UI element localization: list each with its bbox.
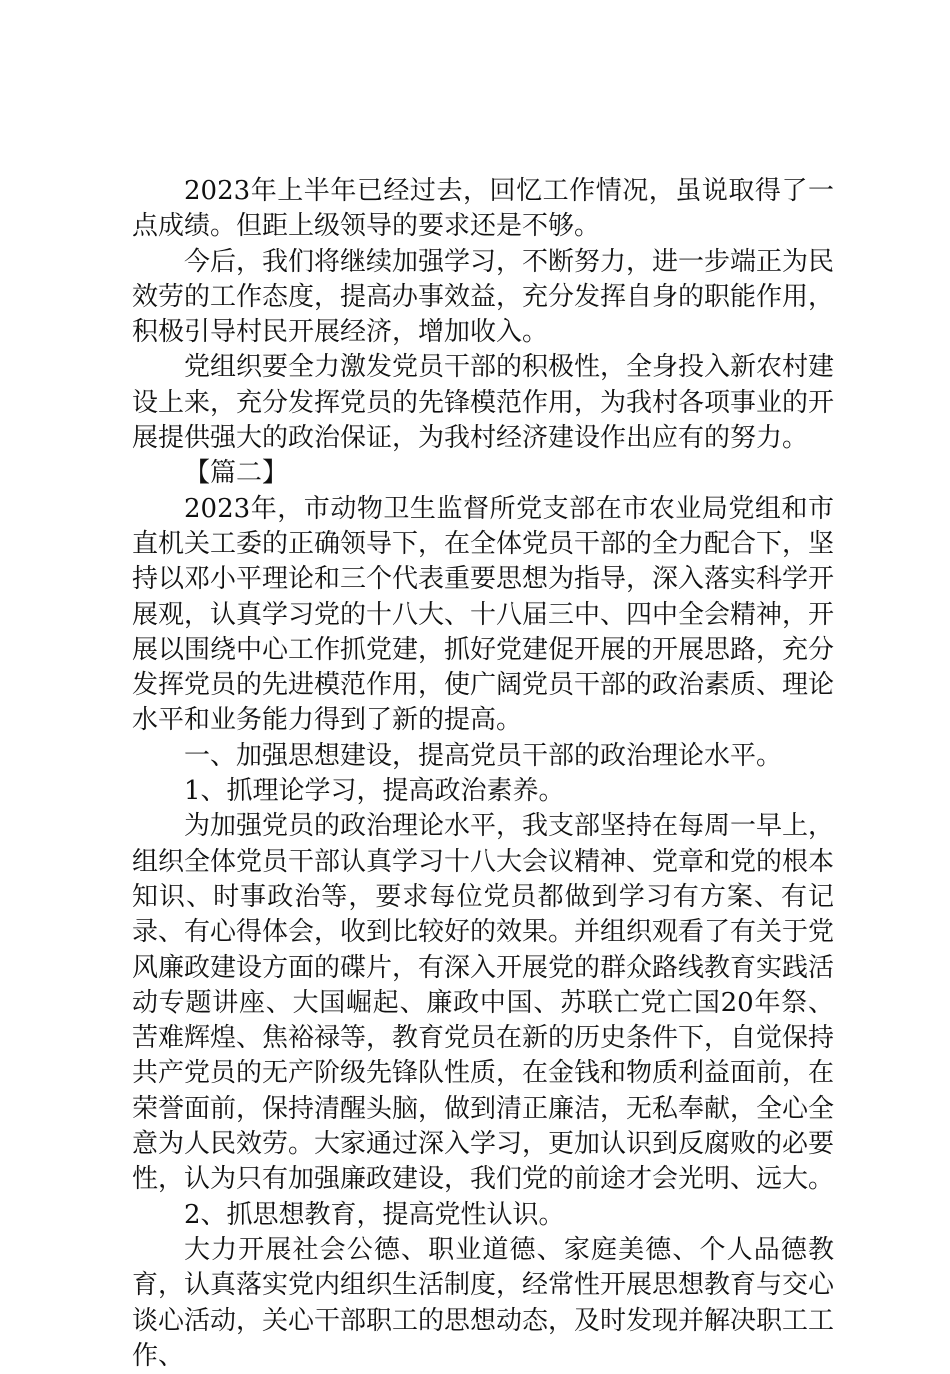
subheading-ideological-education: 2、抓思想教育，提高党性认识。	[184, 1199, 565, 1230]
heading-ideological-construction: 一、加强思想建设，提高党员干部的政治理论水平。	[184, 740, 783, 771]
paragraph-party-organization: 党组织要全力激发党员干部的积极性，全身投入新农村建设上来，充分发挥党员的先锋模范作用，为我村各项事业的开展提供强大的政治保证，为我村经济建设作出应有的努力。	[132, 352, 835, 454]
paragraph-overview-2023: 2023年，市动物卫生监督所党支部在市农业局党组和市直机关工委的正确领导下，在全体党员干部的全力配合下，坚持以邓小平理论和三个代表重要思想为指导，深入落实科学开展观，认真学习党的十八大、十八届三中、四中全会精神，开展以围绕中心工作抓党建，抓好党建促开展的开展思路，充分发挥党员的先进模范作用，使广阔党员干部的政治素质、理论水平和业务能力得到了新的提高。	[132, 493, 835, 736]
subheading-theory-study: 1、抓理论学习，提高政治素养。	[184, 776, 565, 807]
paragraph-theory-study: 为加强党员的政治理论水平，我支部坚持在每周一早上，组织全体党员干部认真学习十八大会议精神、党章和党的根本知识、时事政治等，要求每位党员都做到学习有方案、有记录、有心得体会，收到比较好的效果。并组织观看了有关于党风廉政建设方面的碟片，有深入开展党的群众路线教育实践活动专题讲座、大国崛起、廉政中国、苏联亡党亡国20年祭、苦难辉煌、焦裕禄等，教育党员在新的历史条件下，自觉保持共产党员的无产阶级先锋队性质，在金钱和物质利益面前，在荣誉面前，保持清醒头脑，做到清正廉洁，无私奉献，全心全意为人民效劳。大家通过深入学习，更加认识到反腐败的必要性，认为只有加强廉政建设，我们党的前途才会光明、远大。	[132, 811, 835, 1195]
paragraph-summary: 2023年上半年已经过去，回忆工作情况，虽说取得了一点成绩。但距上级领导的要求还是不够。	[132, 176, 834, 242]
document-body	[132, 174, 834, 1374]
paragraph-future-plan: 今后，我们将继续加强学习，不断努力，进一步端正为民效劳的工作态度，提高办事效益，充分发挥自身的职能作用，积极引导村民开展经济，增加收入。	[132, 246, 835, 348]
section-heading-part-two: 【篇二】	[184, 458, 289, 489]
paragraph-ideological-education: 大力开展社会公德、职业道德、家庭美德、个人品德教育，认真落实党内组织生活制度，经常性开展思想教育与交心谈心活动，关心干部职工的思想动态，及时发现并解决职工工作、	[132, 1234, 835, 1371]
